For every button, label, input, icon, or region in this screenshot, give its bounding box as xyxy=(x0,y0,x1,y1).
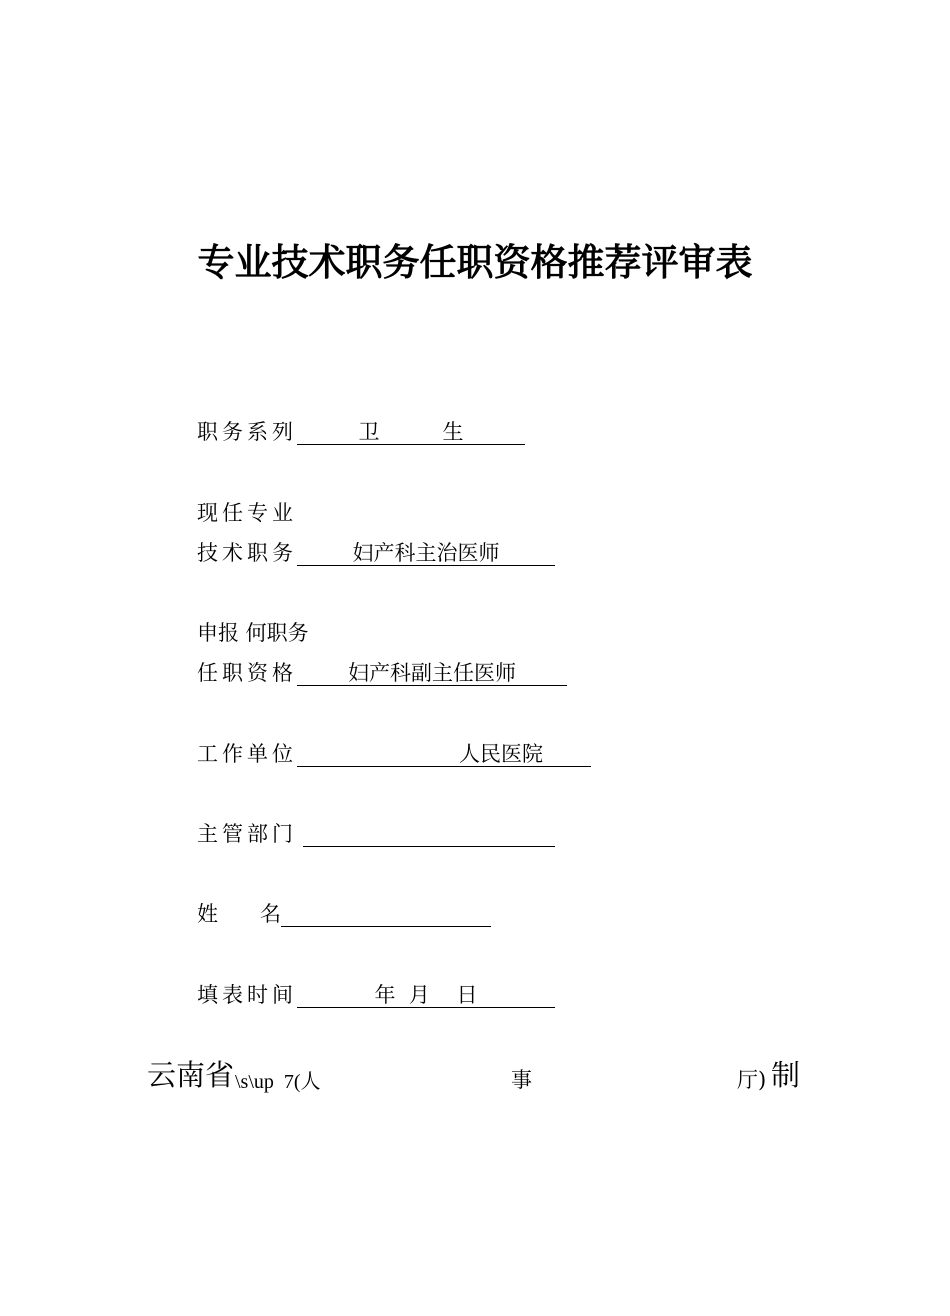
apply-row xyxy=(197,659,567,687)
current-title-label: 技术职务 xyxy=(197,541,297,565)
apply-value: 妇产科副主任医师 xyxy=(297,661,567,686)
department-label: 主管部门 xyxy=(197,822,297,846)
date-row xyxy=(197,981,555,1009)
apply-label: 任职资格 xyxy=(197,661,297,685)
name-row xyxy=(197,900,491,928)
workplace-label: 工作单位 xyxy=(197,742,297,766)
footer-right-big: 制 xyxy=(771,1058,801,1092)
workplace-value: 人民医院 xyxy=(297,742,591,767)
apply-label-line1: 申报 何职务 xyxy=(197,621,309,645)
series-label: 职务系列 xyxy=(197,420,297,444)
footer-code: \s\up 7(人 xyxy=(235,1071,321,1093)
current-title-label-line1: 现任专业 xyxy=(197,501,297,525)
series-row xyxy=(197,418,525,446)
footer-right-small: 厅) xyxy=(737,1068,767,1092)
footer-issuer xyxy=(147,1058,803,1098)
date-value: 年 月 日 xyxy=(297,983,555,1008)
name-label: 姓 名 xyxy=(197,902,281,926)
current-title-value: 妇产科主治医师 xyxy=(297,541,555,566)
current-title-row xyxy=(197,539,555,567)
form-title: 专业技术职务任职资格推荐评审表 xyxy=(197,241,753,284)
name-value xyxy=(281,902,491,927)
workplace-row xyxy=(197,740,591,768)
footer-province: 云南省 xyxy=(147,1058,235,1092)
series-value: 卫 生 xyxy=(297,420,525,445)
footer-middle: 事 xyxy=(511,1068,532,1092)
department-row xyxy=(197,820,555,848)
date-label: 填表时间 xyxy=(197,983,297,1007)
department-value xyxy=(303,822,555,847)
